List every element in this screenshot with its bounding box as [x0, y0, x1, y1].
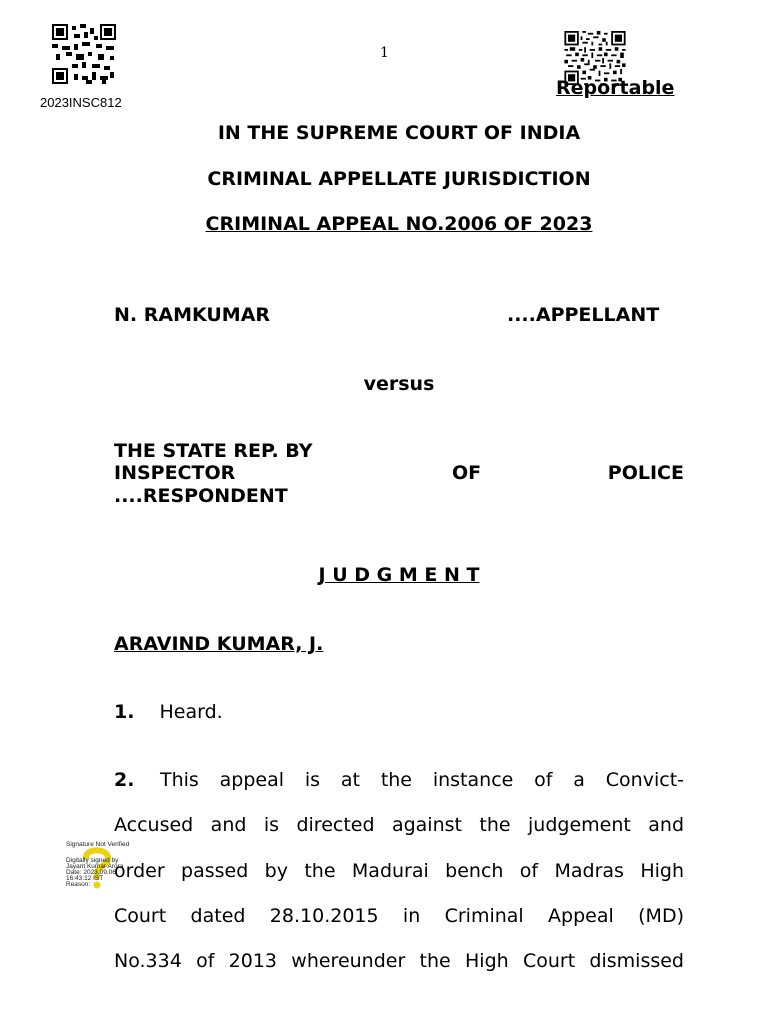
paragraph-1: [114, 701, 223, 723]
digital-signature-stamp: [66, 842, 136, 890]
paragraph-2-line-3: order passed by the Madurai bench of Madras High: [114, 860, 684, 882]
paragraph-2-line-1: This appeal is at the instance of a Convict-: [160, 769, 684, 791]
paragraph-2-line-2: Accused and is directed against the judgement and: [114, 814, 684, 836]
paragraph-2-number: 2.: [114, 769, 135, 791]
versus-label: versus: [363, 373, 435, 395]
appeal-number-text: CRIMINAL APPEAL NO.2006 OF 2023: [205, 213, 593, 235]
appellant-name: N. RAMKUMAR: [114, 304, 271, 326]
respondent-of: OF: [451, 462, 482, 484]
appellant-role: ....APPELLANT: [507, 304, 660, 326]
respondent-line1: THE STATE REP. BY: [114, 440, 313, 462]
judgment-title-text: J U D G M E N T: [318, 564, 480, 586]
signature-time: 16:43:12 IST: [66, 875, 104, 882]
reportable-label: Reportable: [556, 77, 675, 99]
signature-date: Date: 2023.09.06: [66, 869, 116, 876]
paragraph-2-line-5: No.334 of 2013 whereunder the High Court dismissed: [114, 950, 684, 972]
respondent-line2: [114, 462, 684, 484]
signature-signed-by: Digitally signed by: [66, 857, 119, 864]
respondent-police: POLICE: [607, 462, 684, 484]
paragraph-text: Heard.: [159, 701, 223, 723]
appeal-number: [0, 213, 768, 235]
paragraph-2-line-4: Court dated 28.10.2015 in Criminal Appeal (MD): [114, 905, 684, 927]
court-name: IN THE SUPREME COURT OF INDIA: [217, 122, 581, 144]
paragraph-number: 1.: [114, 701, 135, 723]
judge-name: ARAVIND KUMAR, J.: [114, 633, 324, 655]
respondent-inspector: INSPECTOR: [114, 462, 236, 484]
jurisdiction: CRIMINAL APPELLATE JURISDICTION: [207, 168, 591, 190]
respondent-role: ....RESPONDENT: [114, 485, 288, 507]
judgment-title: [0, 564, 768, 586]
signature-reason: Reason:: [66, 881, 91, 888]
signature-signer: Jayant Kumar Arora: [66, 863, 124, 870]
qr-code-left: [52, 24, 116, 84]
signature-status: Signature Not Verified: [66, 841, 130, 848]
page-number: 1: [380, 45, 389, 61]
citation-number: 2023INSC812: [40, 95, 122, 110]
